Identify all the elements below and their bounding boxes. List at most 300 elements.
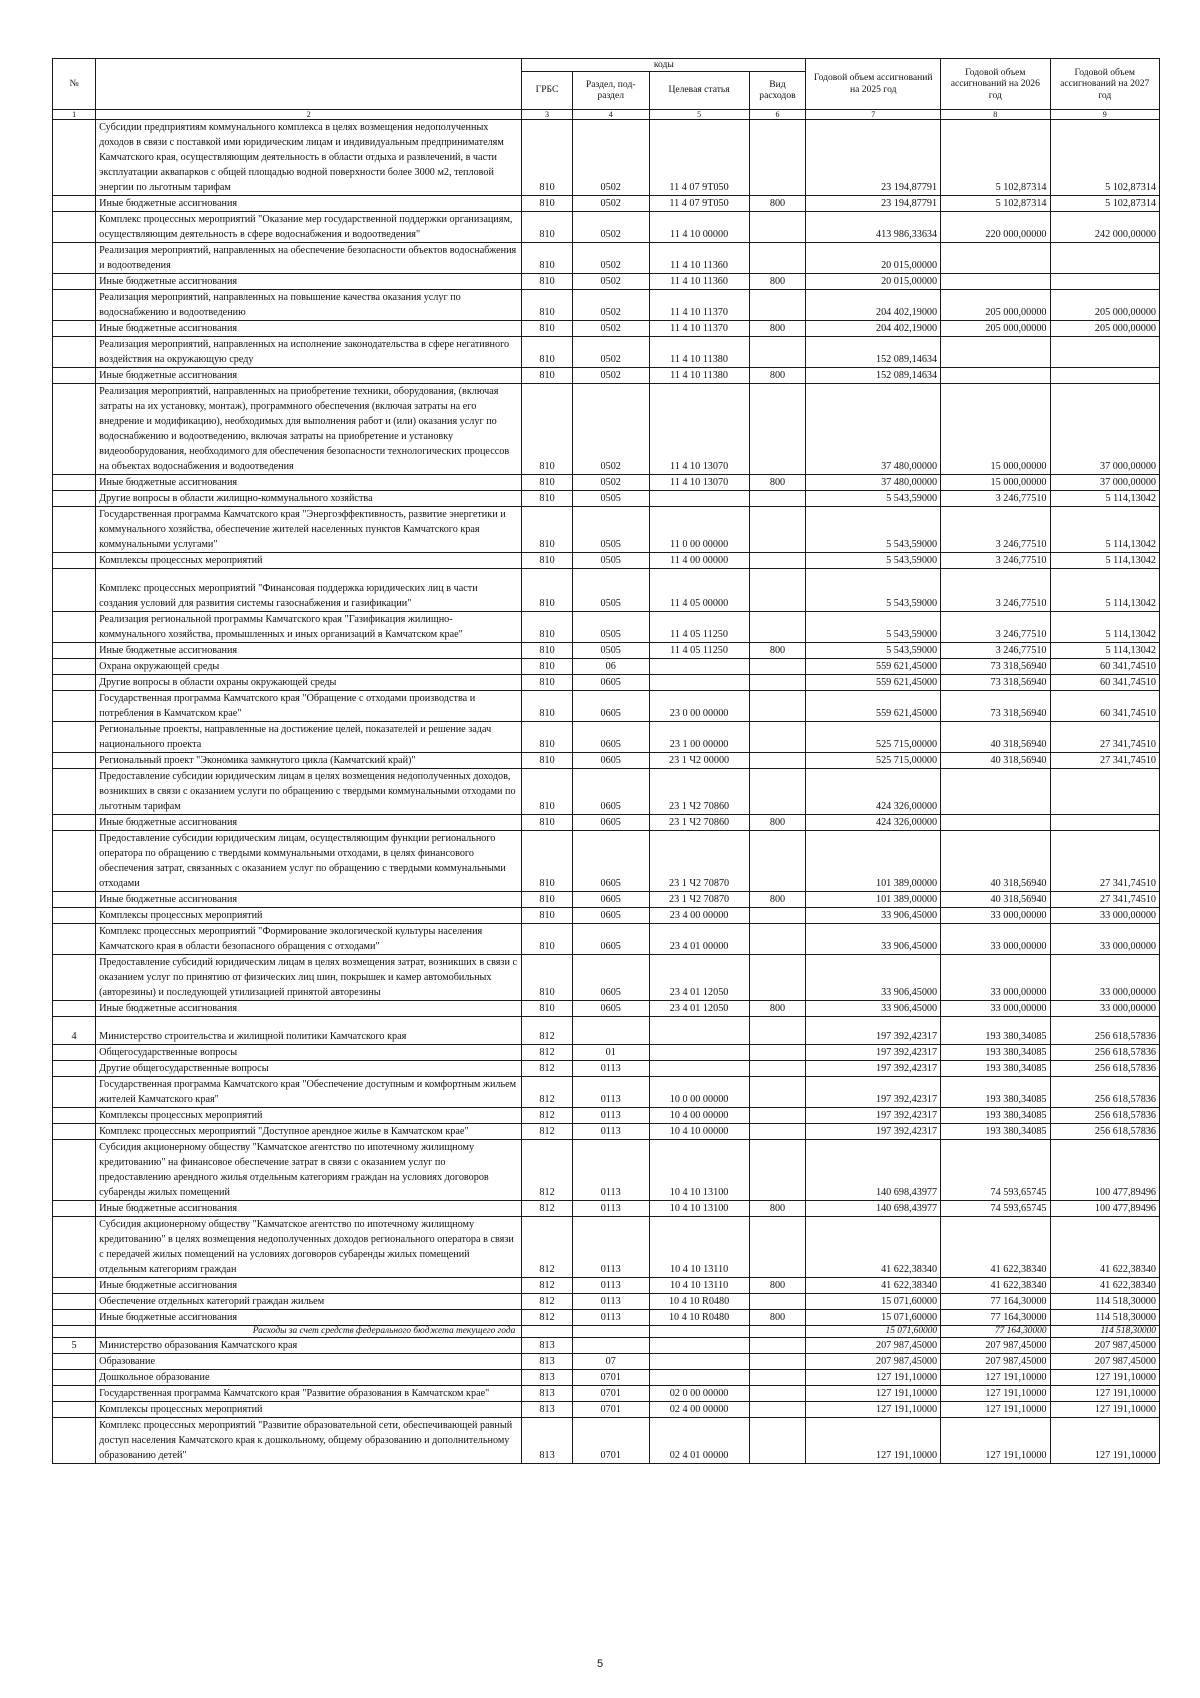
row-razdel: 0113: [572, 1123, 649, 1139]
row-amount-2027: 256 618,57836: [1050, 1016, 1159, 1044]
row-expense-type: [749, 1076, 806, 1107]
row-razdel: 0605: [572, 721, 649, 752]
row-amount-2027: 33 000,00000: [1050, 1000, 1159, 1016]
row-amount-2025: 424 326,00000: [806, 768, 941, 814]
row-number: [53, 891, 96, 907]
table-row: [53, 1369, 1160, 1385]
row-number: [53, 195, 96, 211]
row-target-article: [649, 674, 749, 690]
row-number: [53, 336, 96, 367]
row-amount-2026: 33 000,00000: [941, 1000, 1050, 1016]
row-amount-2027: 242 000,00000: [1050, 211, 1159, 242]
row-expense-type: 800: [749, 1277, 806, 1293]
row-expense-type: [749, 1325, 806, 1337]
row-amount-2025: 41 622,38340: [806, 1277, 941, 1293]
table-row: [53, 367, 1160, 383]
row-grbs: 812: [522, 1060, 573, 1076]
table-row: [53, 242, 1160, 273]
row-expense-type: [749, 383, 806, 474]
header-2025: Годовой объем ассигнований на 2025 год: [806, 59, 941, 110]
table-row: [53, 768, 1160, 814]
row-expense-type: [749, 1385, 806, 1401]
table-row: [53, 1200, 1160, 1216]
row-expense-type: [749, 674, 806, 690]
row-amount-2026: [941, 768, 1050, 814]
header-row-1: [53, 59, 1160, 72]
row-amount-2027: 41 622,38340: [1050, 1216, 1159, 1277]
row-number: [53, 768, 96, 814]
row-amount-2025: 127 191,10000: [806, 1417, 941, 1463]
row-name: Иные бюджетные ассигнования: [96, 320, 522, 336]
row-target-article: 11 4 05 11250: [649, 642, 749, 658]
row-amount-2025: 15 071,60000: [806, 1309, 941, 1325]
table-row: [53, 923, 1160, 954]
table-row: [53, 674, 1160, 690]
table-row: [53, 552, 1160, 568]
table-row: [53, 336, 1160, 367]
row-amount-2026: 74 593,65745: [941, 1139, 1050, 1200]
row-amount-2027: 256 618,57836: [1050, 1044, 1159, 1060]
row-razdel: 0505: [572, 506, 649, 552]
row-expense-type: [749, 1369, 806, 1385]
row-target-article: 23 1 Ч2 70870: [649, 891, 749, 907]
row-amount-2027: 256 618,57836: [1050, 1076, 1159, 1107]
row-expense-type: 800: [749, 195, 806, 211]
row-amount-2027: 60 341,74510: [1050, 690, 1159, 721]
row-grbs: 812: [522, 1139, 573, 1200]
table-row: [53, 1277, 1160, 1293]
row-amount-2027: 114 518,30000: [1050, 1309, 1159, 1325]
row-razdel: 0113: [572, 1139, 649, 1200]
row-amount-2025: 197 392,42317: [806, 1123, 941, 1139]
row-number: [53, 273, 96, 289]
row-target-article: 11 4 05 11250: [649, 611, 749, 642]
row-amount-2025: 413 986,33634: [806, 211, 941, 242]
table-row: [53, 1123, 1160, 1139]
row-grbs: 810: [522, 119, 573, 195]
row-razdel: 0505: [572, 490, 649, 506]
row-amount-2025: 101 389,00000: [806, 830, 941, 891]
row-amount-2026: 77 164,30000: [941, 1309, 1050, 1325]
header-vid: Вид расходов: [749, 71, 806, 109]
row-name: Предоставление субсидий юридическим лицам в целях возмещения затрат, возникших в связи с оказанием услуг по принятию от физических лиц шин, покрышек и камер автомобильных (авторезины) и последующей утилизацией принятой авторезины: [96, 954, 522, 1000]
table-row: [53, 1401, 1160, 1417]
row-amount-2027: 41 622,38340: [1050, 1277, 1159, 1293]
row-razdel: 0505: [572, 611, 649, 642]
row-target-article: 02 4 01 00000: [649, 1417, 749, 1463]
row-name: Иные бюджетные ассигнования: [96, 1200, 522, 1216]
row-expense-type: 800: [749, 320, 806, 336]
row-target-article: 11 4 00 00000: [649, 552, 749, 568]
row-razdel: 0605: [572, 1000, 649, 1016]
row-amount-2025: 197 392,42317: [806, 1016, 941, 1044]
row-target-article: 10 4 00 00000: [649, 1107, 749, 1123]
row-name: Реализация мероприятий, направленных на повышение качества оказания услуг по водоснабжению и водоотведению: [96, 289, 522, 320]
row-number: [53, 954, 96, 1000]
row-amount-2027: 5 102,87314: [1050, 119, 1159, 195]
row-razdel: 0605: [572, 752, 649, 768]
row-expense-type: [749, 768, 806, 814]
row-grbs: 810: [522, 891, 573, 907]
header-2026: Годовой объем ассигнований на 2026 год: [941, 59, 1050, 110]
row-number: [53, 1044, 96, 1060]
row-razdel: 0502: [572, 367, 649, 383]
row-name: Реализация мероприятий, направленных на обеспечение безопасности объектов водоснабжения и водоотведения: [96, 242, 522, 273]
table-row: [53, 289, 1160, 320]
row-amount-2026: 33 000,00000: [941, 923, 1050, 954]
table-row: [53, 195, 1160, 211]
row-target-article: 23 4 01 12050: [649, 1000, 749, 1016]
table-row: [53, 1337, 1160, 1353]
row-amount-2025: 33 906,45000: [806, 1000, 941, 1016]
row-number: [53, 1277, 96, 1293]
row-grbs: 810: [522, 383, 573, 474]
row-number: [53, 383, 96, 474]
row-razdel: 0502: [572, 119, 649, 195]
row-razdel: 07: [572, 1353, 649, 1369]
row-number: [53, 1000, 96, 1016]
row-amount-2026: 15 000,00000: [941, 474, 1050, 490]
row-amount-2027: 5 114,13042: [1050, 642, 1159, 658]
row-amount-2026: 127 191,10000: [941, 1385, 1050, 1401]
row-amount-2027: 5 114,13042: [1050, 490, 1159, 506]
row-amount-2025: 41 622,38340: [806, 1216, 941, 1277]
row-razdel: 0505: [572, 552, 649, 568]
row-target-article: 11 4 05 00000: [649, 568, 749, 611]
row-grbs: 810: [522, 658, 573, 674]
row-target-article: [649, 1060, 749, 1076]
row-target-article: [649, 1337, 749, 1353]
row-grbs: 812: [522, 1044, 573, 1060]
row-number: [53, 1293, 96, 1309]
row-razdel: [572, 1337, 649, 1353]
row-target-article: 11 0 00 00000: [649, 506, 749, 552]
row-razdel: 0605: [572, 830, 649, 891]
row-target-article: 02 0 00 00000: [649, 1385, 749, 1401]
table-row: [53, 1139, 1160, 1200]
row-number: [53, 1216, 96, 1277]
row-expense-type: [749, 552, 806, 568]
col-number: 3: [522, 109, 573, 119]
row-amount-2025: 197 392,42317: [806, 1076, 941, 1107]
row-number: [53, 907, 96, 923]
row-amount-2026: 127 191,10000: [941, 1417, 1050, 1463]
row-razdel: 0605: [572, 891, 649, 907]
row-target-article: 11 4 10 13070: [649, 474, 749, 490]
row-amount-2026: 193 380,34085: [941, 1044, 1050, 1060]
row-grbs: 810: [522, 211, 573, 242]
row-grbs: 810: [522, 690, 573, 721]
row-razdel: 0502: [572, 474, 649, 490]
row-amount-2027: [1050, 273, 1159, 289]
row-grbs: 812: [522, 1200, 573, 1216]
row-grbs: 810: [522, 721, 573, 752]
row-razdel: 0113: [572, 1200, 649, 1216]
row-grbs: 810: [522, 367, 573, 383]
row-expense-type: [749, 923, 806, 954]
row-target-article: 23 1 Ч2 70860: [649, 768, 749, 814]
row-expense-type: [749, 1044, 806, 1060]
row-amount-2025: 152 089,14634: [806, 336, 941, 367]
row-amount-2027: 127 191,10000: [1050, 1385, 1159, 1401]
row-expense-type: 800: [749, 814, 806, 830]
row-amount-2025: 20 015,00000: [806, 242, 941, 273]
row-expense-type: [749, 490, 806, 506]
row-name: Субсидии предприятиям коммунального комплекса в целях возмещения недополученных доходов в связи с поставкой ими юридическим лицам и индивидуальным предпринимателям Камчатского края, осуществляющим деятельность в области отдыха и развлечений, в части эксплуатации аквапарков с общей площадью водной поверхности более 3000 м2, тепловой энергии по льготным тарифам: [96, 119, 522, 195]
table-row: [53, 383, 1160, 474]
table-row: [53, 1076, 1160, 1107]
row-amount-2025: 37 480,00000: [806, 383, 941, 474]
row-amount-2026: 193 380,34085: [941, 1016, 1050, 1044]
row-name: Государственная программа Камчатского края "Развитие образования в Камчатском крае": [96, 1385, 522, 1401]
row-amount-2026: 207 987,45000: [941, 1337, 1050, 1353]
row-number: [53, 1309, 96, 1325]
row-name: Государственная программа Камчатского края "Обращение с отходами производства и потребления в Камчатском крае": [96, 690, 522, 721]
row-razdel: 0605: [572, 674, 649, 690]
row-grbs: 810: [522, 336, 573, 367]
row-target-article: 11 4 10 11380: [649, 336, 749, 367]
table-row: [53, 1044, 1160, 1060]
row-name: Комплекс процессных мероприятий "Развитие образовательной сети, обеспечивающей равный доступ населения Камчатского края к дошкольному, общему образованию и дополнительному образованию детей": [96, 1417, 522, 1463]
row-expense-type: [749, 1401, 806, 1417]
row-name: Иные бюджетные ассигнования: [96, 1309, 522, 1325]
row-name: Другие общегосударственные вопросы: [96, 1060, 522, 1076]
header-razdel: Раздел, под-раздел: [572, 71, 649, 109]
row-amount-2025: 204 402,19000: [806, 289, 941, 320]
row-number: [53, 1123, 96, 1139]
row-amount-2025: 127 191,10000: [806, 1385, 941, 1401]
table-row: [53, 954, 1160, 1000]
table-row: [53, 568, 1160, 611]
row-name: Комплексы процессных мероприятий: [96, 1107, 522, 1123]
row-amount-2025: 152 089,14634: [806, 367, 941, 383]
row-amount-2027: [1050, 768, 1159, 814]
row-number: [53, 611, 96, 642]
row-name: Министерство строительства и жилищной политики Камчатского края: [96, 1016, 522, 1044]
row-name: Государственная программа Камчатского края "Обеспечение доступным и комфортным жильем жителей Камчатского края": [96, 1076, 522, 1107]
row-amount-2027: [1050, 336, 1159, 367]
row-amount-2025: 559 621,45000: [806, 658, 941, 674]
table-row: [53, 1016, 1160, 1044]
table-row: [53, 1107, 1160, 1123]
row-expense-type: [749, 506, 806, 552]
row-name: Комплекс процессных мероприятий "Формирование экологической культуры населения Камчатского края в области безопасного обращения с отходами": [96, 923, 522, 954]
header-name: [96, 59, 522, 110]
row-amount-2026: 40 318,56940: [941, 891, 1050, 907]
table-row: [53, 1060, 1160, 1076]
row-number: [53, 642, 96, 658]
table-row: [53, 1417, 1160, 1463]
row-amount-2025: 424 326,00000: [806, 814, 941, 830]
row-grbs: 810: [522, 674, 573, 690]
row-number: [53, 1401, 96, 1417]
row-amount-2025: 559 621,45000: [806, 674, 941, 690]
col-number: 4: [572, 109, 649, 119]
row-name: Обеспечение отдельных категорий граждан жильем: [96, 1293, 522, 1309]
row-expense-type: [749, 1293, 806, 1309]
row-amount-2027: 33 000,00000: [1050, 954, 1159, 1000]
row-amount-2025: 5 543,59000: [806, 490, 941, 506]
row-amount-2026: 5 102,87314: [941, 119, 1050, 195]
row-grbs: 810: [522, 814, 573, 830]
row-amount-2027: 60 341,74510: [1050, 674, 1159, 690]
row-razdel: 0113: [572, 1107, 649, 1123]
row-amount-2027: 127 191,10000: [1050, 1417, 1159, 1463]
row-name: Иные бюджетные ассигнования: [96, 273, 522, 289]
row-target-article: 23 4 00 00000: [649, 907, 749, 923]
row-amount-2026: 33 000,00000: [941, 907, 1050, 923]
row-name: Дошкольное образование: [96, 1369, 522, 1385]
row-amount-2027: 27 341,74510: [1050, 752, 1159, 768]
row-amount-2025: 5 543,59000: [806, 642, 941, 658]
header-csr: Целевая статья: [649, 71, 749, 109]
row-amount-2027: 207 987,45000: [1050, 1337, 1159, 1353]
row-amount-2027: 33 000,00000: [1050, 923, 1159, 954]
row-expense-type: 800: [749, 1000, 806, 1016]
row-expense-type: [749, 1417, 806, 1463]
row-amount-2026: 3 246,77510: [941, 490, 1050, 506]
row-grbs: 813: [522, 1353, 573, 1369]
row-amount-2026: [941, 814, 1050, 830]
row-expense-type: [749, 1123, 806, 1139]
row-amount-2026: 77 164,30000: [941, 1293, 1050, 1309]
row-grbs: 810: [522, 273, 573, 289]
row-expense-type: [749, 1107, 806, 1123]
row-name: Общегосударственные вопросы: [96, 1044, 522, 1060]
row-amount-2027: 60 341,74510: [1050, 658, 1159, 674]
row-grbs: 810: [522, 568, 573, 611]
row-amount-2027: 256 618,57836: [1050, 1123, 1159, 1139]
table-row: [53, 1325, 1160, 1337]
row-target-article: 11 4 10 11370: [649, 289, 749, 320]
row-razdel: 0502: [572, 336, 649, 367]
row-razdel: 0502: [572, 383, 649, 474]
row-grbs: 813: [522, 1401, 573, 1417]
row-target-article: 23 1 Ч2 00000: [649, 752, 749, 768]
row-name: Региональный проект "Экономика замкнутого цикла (Камчатский край)": [96, 752, 522, 768]
row-razdel: 0605: [572, 768, 649, 814]
header-codes: коды: [522, 59, 806, 72]
row-number: [53, 568, 96, 611]
col-number: 2: [96, 109, 522, 119]
table-row: [53, 690, 1160, 721]
row-target-article: 11 4 10 11360: [649, 242, 749, 273]
row-amount-2027: 27 341,74510: [1050, 891, 1159, 907]
row-grbs: 810: [522, 552, 573, 568]
row-target-article: 11 4 10 00000: [649, 211, 749, 242]
row-grbs: 810: [522, 611, 573, 642]
col-number: 8: [941, 109, 1050, 119]
row-name: Государственная программа Камчатского края "Энергоэффективность, развитие энергетики и коммунального хозяйства, обеспечение жителей населенных пунктов Камчатского края коммунальными услугами": [96, 506, 522, 552]
row-name: Региональные проекты, направленные на достижение целей, показателей и решение задач национального проекта: [96, 721, 522, 752]
row-number: [53, 721, 96, 752]
row-amount-2026: 15 000,00000: [941, 383, 1050, 474]
table-row: [53, 1216, 1160, 1277]
row-number: [53, 1060, 96, 1076]
header-no: №: [53, 59, 96, 110]
row-target-article: [649, 1016, 749, 1044]
row-target-article: [649, 1369, 749, 1385]
row-amount-2026: [941, 336, 1050, 367]
row-grbs: 812: [522, 1076, 573, 1107]
row-number: [53, 658, 96, 674]
row-number: [53, 289, 96, 320]
row-expense-type: [749, 611, 806, 642]
row-amount-2025: 207 987,45000: [806, 1353, 941, 1369]
row-number: [53, 1353, 96, 1369]
row-target-article: 10 4 10 13100: [649, 1200, 749, 1216]
row-expense-type: [749, 211, 806, 242]
row-number: [53, 490, 96, 506]
row-razdel: 0605: [572, 923, 649, 954]
row-target-article: [649, 1325, 749, 1337]
row-expense-type: 800: [749, 474, 806, 490]
row-name: Предоставление субсидии юридическим лицам, осуществляющим функции регионального оператора по обращению с твердыми коммунальными отходами, в целях финансового обеспечения затрат, связанных с оказанием услуг по обращению с твердыми коммунальными отходами: [96, 830, 522, 891]
row-grbs: 813: [522, 1337, 573, 1353]
row-name: Иные бюджетные ассигнования: [96, 1277, 522, 1293]
row-razdel: 0113: [572, 1293, 649, 1309]
row-razdel: 01: [572, 1044, 649, 1060]
row-name: Другие вопросы в области охраны окружающей среды: [96, 674, 522, 690]
row-amount-2027: 33 000,00000: [1050, 907, 1159, 923]
header-2027: Годовой объем ассигнований на 2027 год: [1050, 59, 1159, 110]
row-name: Расходы за счет средств федерального бюджета текущего года: [96, 1325, 522, 1337]
row-amount-2025: 197 392,42317: [806, 1107, 941, 1123]
row-amount-2026: [941, 367, 1050, 383]
table-row: [53, 1385, 1160, 1401]
row-grbs: 812: [522, 1309, 573, 1325]
row-razdel: 0505: [572, 642, 649, 658]
row-number: [53, 1369, 96, 1385]
row-amount-2025: 37 480,00000: [806, 474, 941, 490]
row-expense-type: 800: [749, 367, 806, 383]
row-amount-2026: 3 246,77510: [941, 568, 1050, 611]
row-amount-2025: 15 071,60000: [806, 1293, 941, 1309]
row-amount-2027: 256 618,57836: [1050, 1107, 1159, 1123]
row-number: [53, 674, 96, 690]
row-expense-type: [749, 830, 806, 891]
row-grbs: 810: [522, 642, 573, 658]
row-name: Реализация региональной программы Камчатского края "Газификация жилищно-коммунального хозяйства, промышленных и иных организаций в Камчатском крае": [96, 611, 522, 642]
row-amount-2026: 193 380,34085: [941, 1123, 1050, 1139]
table-row: [53, 474, 1160, 490]
row-razdel: 0605: [572, 690, 649, 721]
row-amount-2027: 205 000,00000: [1050, 289, 1159, 320]
row-target-article: [649, 1353, 749, 1369]
row-razdel: 0701: [572, 1385, 649, 1401]
row-razdel: [572, 1016, 649, 1044]
table-row: [53, 658, 1160, 674]
col-number: 5: [649, 109, 749, 119]
row-amount-2026: 33 000,00000: [941, 954, 1050, 1000]
row-razdel: 0113: [572, 1076, 649, 1107]
row-name: Субсидия акционерному обществу "Камчатское агентство по ипотечному жилищному кредитованию" на финансовое обеспечение затрат в связи с оказанием услуг по предоставлению арендного жилья отдельным категориям граждан на условиях договоров субаренды жилых помещений: [96, 1139, 522, 1200]
row-amount-2025: 23 194,87791: [806, 195, 941, 211]
row-amount-2025: 127 191,10000: [806, 1369, 941, 1385]
row-razdel: 0505: [572, 568, 649, 611]
row-number: [53, 1139, 96, 1200]
row-target-article: 10 4 10 00000: [649, 1123, 749, 1139]
row-name: Образование: [96, 1353, 522, 1369]
row-amount-2025: 33 906,45000: [806, 954, 941, 1000]
row-number: [53, 242, 96, 273]
row-number: [53, 1076, 96, 1107]
row-amount-2025: 525 715,00000: [806, 752, 941, 768]
row-razdel: 0113: [572, 1277, 649, 1293]
row-razdel: 0113: [572, 1060, 649, 1076]
row-amount-2025: 5 543,59000: [806, 552, 941, 568]
row-amount-2026: [941, 242, 1050, 273]
